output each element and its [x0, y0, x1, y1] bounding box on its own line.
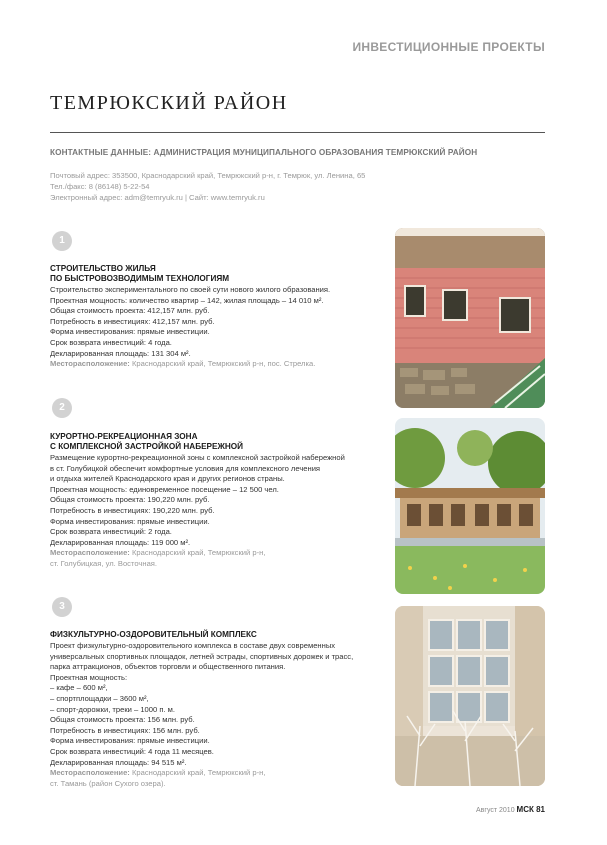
project-title-line: СТРОИТЕЛЬСТВО ЖИЛЬЯ	[50, 264, 156, 273]
location-text: Краснодарский край, Темрюкский р-н,	[131, 768, 266, 778]
project-location	[50, 768, 390, 779]
project-line: Потребность в инвестициях: 190,220 млн. руб.	[50, 505, 215, 515]
project-line: Декларированная площадь: 119 000 м².	[50, 537, 191, 547]
project-line: Строительство экспериментального по своей сути нового жилого образования.	[50, 285, 331, 294]
contact-phone: Тел./факс: 8 (86148) 5-22-54	[50, 182, 150, 191]
contacts-heading: КОНТАКТНЫЕ ДАННЫЕ: АДМИНИСТРАЦИЯ МУНИЦИПАЛЬНОГО ОБРАЗОВАНИЯ ТЕМРЮКСКИЙ РАЙОН	[50, 148, 478, 157]
project-line: Проектная мощность:	[50, 672, 128, 682]
project-title-line: С КОМПЛЕКСНОЙ ЗАСТРОЙКОЙ НАБЕРЕЖНОЙ	[50, 442, 244, 451]
project-line: Потребность в инвестициях: 412,157 млн. руб.	[50, 316, 215, 326]
project-line: Срок возврата инвестиций: 4 года 11 месяцев.	[50, 746, 214, 756]
project-line: Форма инвестирования: прямые инвестиции.	[50, 327, 210, 337]
location-text: Краснодарский край, Темрюкский р-н, пос. Стрелка.	[131, 359, 316, 369]
project-line: – спортплощадки – 3600 м²,	[50, 693, 149, 703]
project-3	[50, 630, 390, 789]
project-line: Проектная мощность: количество квартир – 142, жилая площадь – 14 010 м².	[50, 295, 324, 305]
project-1	[50, 264, 390, 370]
location-text-cont: ст. Голубицкая, ул. Восточная.	[50, 558, 158, 568]
page-footer	[476, 805, 545, 814]
project-line: Общая стоимость проекта: 156 млн. руб.	[50, 715, 195, 725]
project-line: Общая стоимость проекта: 412,157 млн. руб.	[50, 306, 210, 316]
project-title-line: КУРОРТНО-РЕКРЕАЦИОННАЯ ЗОНА	[50, 432, 198, 441]
project-2	[50, 432, 390, 570]
contact-address: Почтовый адрес: 353500, Краснодарский край, Темрюкский р-н, г. Темрюк, ул. Ленина, 65	[50, 171, 366, 180]
location-text-cont: ст. Тамань (район Сухого озера).	[50, 778, 166, 788]
footer-date: Август 2010	[476, 807, 515, 814]
project-title-line: ФИЗКУЛЬТУРНО-ОЗДОРОВИТЕЛЬНЫЙ КОМПЛЕКС	[50, 630, 257, 639]
project-title-line: ПО БЫСТРОВОЗВОДИМЫМ ТЕХНОЛОГИЯМ	[50, 274, 230, 283]
project-line: – кафе – 600 м²,	[50, 683, 108, 693]
project-line: универсальных спортивных площадок, летней эстрады, спортивных дорожек и трасс,	[50, 651, 354, 661]
project-location	[50, 548, 390, 559]
project-title	[50, 630, 390, 640]
location-label: Месторасположение:	[50, 548, 130, 558]
section-header: ИНВЕСТИЦИОННЫЕ ПРОЕКТЫ	[352, 40, 545, 54]
resort-photo	[395, 418, 545, 594]
project-line: Форма инвестирования: прямые инвестиции.	[50, 516, 210, 526]
location-label: Месторасположение:	[50, 768, 130, 778]
sports-complex-photo	[395, 606, 545, 786]
footer-magazine: МСК 81	[516, 805, 545, 814]
project-line: Проектная мощность: единовременное посещение – 12 500 чел.	[50, 484, 279, 494]
project-line: Общая стоимость проекта: 190,220 млн. руб.	[50, 495, 210, 505]
project-line: Форма инвестирования: прямые инвестиции.	[50, 736, 210, 746]
location-label: Месторасположение:	[50, 359, 130, 369]
project-line: Срок возврата инвестиций: 2 года.	[50, 527, 172, 537]
project-line: Срок возврата инвестиций: 4 года.	[50, 337, 172, 347]
location-text: Краснодарский край, Темрюкский р-н,	[131, 548, 266, 558]
project-line: Размещение курортно-рекреационной зоны с комплексной застройкой набережной	[50, 453, 345, 462]
title-divider	[50, 132, 545, 133]
project-line: Проект физкультурно-оздоровительного комплекса в составе двух современных	[50, 641, 336, 650]
project-line: Декларированная площадь: 94 515 м².	[50, 757, 187, 767]
project-number-badge: 2	[52, 398, 72, 418]
project-line: парка аттракционов, объектов торговли и общественного питания.	[50, 662, 286, 672]
page-title: ТЕМРЮКСКИЙ РАЙОН	[50, 92, 288, 114]
project-title	[50, 432, 390, 452]
project-title	[50, 264, 390, 284]
house-photo	[395, 228, 545, 408]
contacts-block	[50, 170, 365, 203]
project-line: в ст. Голубицкой обеспечит комфортные условия для комплексного лечения	[50, 463, 321, 473]
project-number-badge: 3	[52, 597, 72, 617]
project-line: и отдыха жителей Краснодарского края и других регионов страны.	[50, 474, 285, 484]
project-location	[50, 359, 390, 370]
project-line: Декларированная площадь: 131 304 м².	[50, 348, 191, 358]
project-line: Потребность в инвестициях: 156 млн. руб.	[50, 725, 200, 735]
project-number-badge: 1	[52, 231, 72, 251]
project-line: – спорт-дорожки, треки – 1000 п. м.	[50, 704, 176, 714]
contact-email-site: Электронный адрес: adm@temryuk.ru | Сайт: www.temryuk.ru	[50, 193, 265, 202]
